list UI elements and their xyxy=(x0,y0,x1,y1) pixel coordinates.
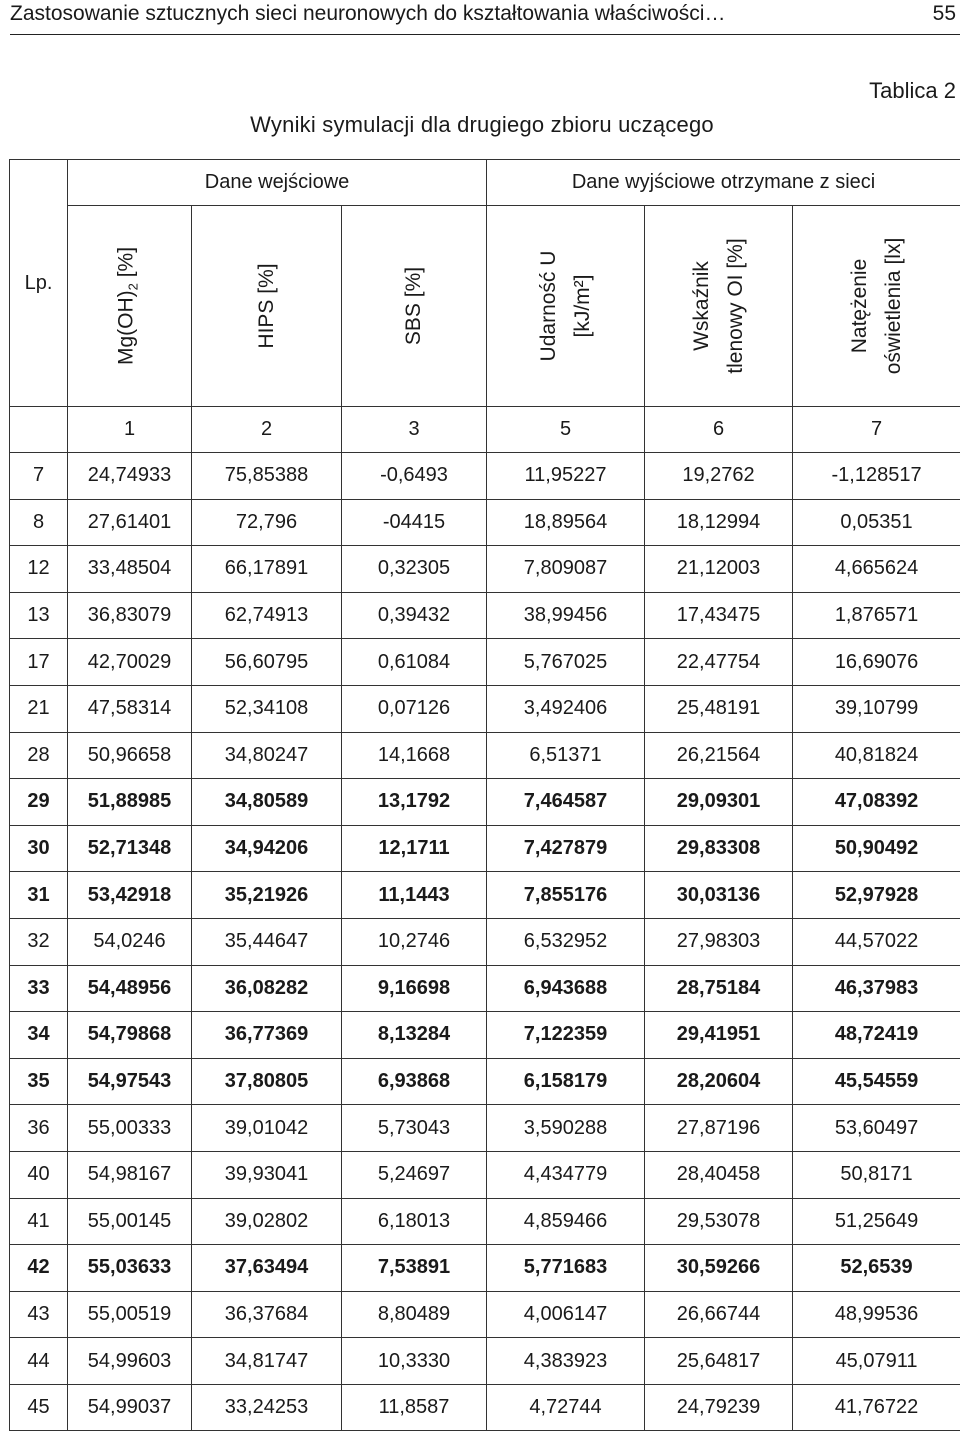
illuminance-value: -1,128517 xyxy=(793,453,960,500)
row-number: 42 xyxy=(10,1245,68,1292)
hips-value: 39,93041 xyxy=(192,1151,342,1198)
sbs-value: 14,1668 xyxy=(342,732,487,779)
oxygen-index-value: 19,2762 xyxy=(645,453,793,500)
illuminance-value: 41,76722 xyxy=(793,1384,960,1431)
hips-value: 37,80805 xyxy=(192,1058,342,1105)
sbs-value: 5,73043 xyxy=(342,1105,487,1152)
oxygen-index-value: 29,41951 xyxy=(645,1012,793,1059)
impact-value: 6,943688 xyxy=(487,965,645,1012)
impact-value: 5,771683 xyxy=(487,1245,645,1292)
mgoh-value: 54,99037 xyxy=(68,1384,192,1431)
hips-value: 39,02802 xyxy=(192,1198,342,1245)
mgoh-value: 54,0246 xyxy=(68,918,192,965)
impact-value: 6,51371 xyxy=(487,732,645,779)
hips-value: 56,60795 xyxy=(192,639,342,686)
sbs-value: -04415 xyxy=(342,499,487,546)
table-row xyxy=(10,1151,960,1198)
mgoh-value: 55,00519 xyxy=(68,1291,192,1338)
illuminance-value: 51,25649 xyxy=(793,1198,960,1245)
outputs-group-header: Dane wyjściowe otrzymane z sieci xyxy=(487,160,960,206)
table-row xyxy=(10,732,960,779)
mgoh-value: 52,71348 xyxy=(68,825,192,872)
row-number: 17 xyxy=(10,639,68,686)
impact-value: 5,767025 xyxy=(487,639,645,686)
hips-value: 37,63494 xyxy=(192,1245,342,1292)
impact-value: 7,809087 xyxy=(487,546,645,593)
impact-value: 6,158179 xyxy=(487,1058,645,1105)
oxygen-index-value: 30,59266 xyxy=(645,1245,793,1292)
oxygen-index-value: 28,40458 xyxy=(645,1151,793,1198)
mgoh-value: 33,48504 xyxy=(68,546,192,593)
oxygen-index-value: 27,87196 xyxy=(645,1105,793,1152)
mgoh-value: 42,70029 xyxy=(68,639,192,686)
hips-value: 66,17891 xyxy=(192,546,342,593)
impact-value: 18,89564 xyxy=(487,499,645,546)
column-number: 1 xyxy=(68,407,192,453)
illuminance-header: Natężenie oświetlenia [lx] xyxy=(793,206,960,407)
hips-value: 33,24253 xyxy=(192,1384,342,1431)
table-row xyxy=(10,639,960,686)
mgoh-value: 54,98167 xyxy=(68,1151,192,1198)
row-number: 45 xyxy=(10,1384,68,1431)
hips-value: 62,74913 xyxy=(192,592,342,639)
oxygen-index-value: 28,20604 xyxy=(645,1058,793,1105)
hips-value: 36,08282 xyxy=(192,965,342,1012)
mgoh-value: 54,97543 xyxy=(68,1058,192,1105)
oxygen-index-value: 25,48191 xyxy=(645,685,793,732)
lp-header: Lp. xyxy=(10,160,68,407)
hips-value: 36,37684 xyxy=(192,1291,342,1338)
oxygen-index-value: 27,98303 xyxy=(645,918,793,965)
impact-value: 3,492406 xyxy=(487,685,645,732)
illuminance-value: 4,665624 xyxy=(793,546,960,593)
oxygen-index-value: 29,83308 xyxy=(645,825,793,872)
sbs-value: 10,3330 xyxy=(342,1338,487,1385)
table-row xyxy=(10,1245,960,1292)
row-number: 31 xyxy=(10,872,68,919)
row-number: 7 xyxy=(10,453,68,500)
table-row xyxy=(10,1384,960,1431)
illuminance-value: 44,57022 xyxy=(793,918,960,965)
illuminance-value: 1,876571 xyxy=(793,592,960,639)
mgoh-value: 50,96658 xyxy=(68,732,192,779)
impact-value: 6,532952 xyxy=(487,918,645,965)
row-number: 33 xyxy=(10,965,68,1012)
mgoh-value: 54,48956 xyxy=(68,965,192,1012)
row-number: 21 xyxy=(10,685,68,732)
row-number: 36 xyxy=(10,1105,68,1152)
running-head xyxy=(10,0,960,35)
impact-value: 7,122359 xyxy=(487,1012,645,1059)
illuminance-value: 46,37983 xyxy=(793,965,960,1012)
hips-value: 39,01042 xyxy=(192,1105,342,1152)
table-row xyxy=(10,1105,960,1152)
hips-value: 72,796 xyxy=(192,499,342,546)
oxygen-index-value: 25,64817 xyxy=(645,1338,793,1385)
mgoh-value: 51,88985 xyxy=(68,779,192,826)
hips-value: 75,85388 xyxy=(192,453,342,500)
mgoh-value: 55,00145 xyxy=(68,1198,192,1245)
table-row xyxy=(10,825,960,872)
oxygen-index-value: 26,66744 xyxy=(645,1291,793,1338)
mgoh-value: 53,42918 xyxy=(68,872,192,919)
sbs-value: 0,07126 xyxy=(342,685,487,732)
mgoh-header: $Mg(OH)_2$ [%] xyxy=(68,206,192,407)
illuminance-value: 50,8171 xyxy=(793,1151,960,1198)
illuminance-value: 50,90492 xyxy=(793,825,960,872)
row-number: 32 xyxy=(10,918,68,965)
sbs-value: 11,1443 xyxy=(342,872,487,919)
mgoh-value: 55,03633 xyxy=(68,1245,192,1292)
impact-header: Udarność U [kJ/m²] xyxy=(487,206,645,407)
row-number: 35 xyxy=(10,1058,68,1105)
table-row xyxy=(10,1198,960,1245)
table-row xyxy=(10,685,960,732)
row-number: 30 xyxy=(10,825,68,872)
table-label: Tablica 2 xyxy=(869,78,956,104)
illuminance-value: 0,05351 xyxy=(793,499,960,546)
sbs-value: 8,80489 xyxy=(342,1291,487,1338)
illuminance-value: 47,08392 xyxy=(793,779,960,826)
table-row xyxy=(10,1291,960,1338)
sbs-value: 0,32305 xyxy=(342,546,487,593)
page-number: 55 xyxy=(933,0,956,28)
column-number: 6 xyxy=(645,407,793,453)
table-row xyxy=(10,453,960,500)
illuminance-value: 45,54559 xyxy=(793,1058,960,1105)
hips-value: 35,21926 xyxy=(192,872,342,919)
table-row xyxy=(10,1012,960,1059)
column-number: 5 xyxy=(487,407,645,453)
table-row xyxy=(10,499,960,546)
results-table xyxy=(9,159,960,1431)
mgoh-value: 27,61401 xyxy=(68,499,192,546)
oxygen-index-value: 28,75184 xyxy=(645,965,793,1012)
row-number: 34 xyxy=(10,1012,68,1059)
running-head-title: Zastosowanie sztucznych sieci neuronowych do kształtowania właściwości… xyxy=(10,0,725,28)
table-row xyxy=(10,965,960,1012)
impact-value: 7,427879 xyxy=(487,825,645,872)
mgoh-value: 55,00333 xyxy=(68,1105,192,1152)
impact-value: 4,006147 xyxy=(487,1291,645,1338)
hips-value: 52,34108 xyxy=(192,685,342,732)
sbs-value: 9,16698 xyxy=(342,965,487,1012)
hips-value: 35,44647 xyxy=(192,918,342,965)
illuminance-value: 16,69076 xyxy=(793,639,960,686)
mgoh-value: 24,74933 xyxy=(68,453,192,500)
illuminance-value: 40,81824 xyxy=(793,732,960,779)
illuminance-value: 45,07911 xyxy=(793,1338,960,1385)
hips-value: 34,94206 xyxy=(192,825,342,872)
sbs-value: 11,8587 xyxy=(342,1384,487,1431)
column-number: 2 xyxy=(192,407,342,453)
row-number: 44 xyxy=(10,1338,68,1385)
oxygen-index-value: 26,21564 xyxy=(645,732,793,779)
illuminance-value: 48,72419 xyxy=(793,1012,960,1059)
impact-value: 4,383923 xyxy=(487,1338,645,1385)
row-number: 41 xyxy=(10,1198,68,1245)
column-number: 3 xyxy=(342,407,487,453)
illuminance-value: 48,99536 xyxy=(793,1291,960,1338)
sbs-header: SBS [%] xyxy=(342,206,487,407)
row-number: 43 xyxy=(10,1291,68,1338)
impact-value: 4,434779 xyxy=(487,1151,645,1198)
table-caption: Wyniki symulacji dla drugiego zbioru uczącego xyxy=(0,112,960,138)
mgoh-value: 47,58314 xyxy=(68,685,192,732)
hips-header: HIPS [%] xyxy=(192,206,342,407)
table-row xyxy=(10,918,960,965)
impact-value: 4,72744 xyxy=(487,1384,645,1431)
mgoh-value: 36,83079 xyxy=(68,592,192,639)
sbs-value: 0,39432 xyxy=(342,592,487,639)
impact-value: 3,590288 xyxy=(487,1105,645,1152)
hips-value: 34,80589 xyxy=(192,779,342,826)
table-row xyxy=(10,1338,960,1385)
hips-value: 34,80247 xyxy=(192,732,342,779)
oxygen-index-header: Wskaźnik tlenowy OI [%] xyxy=(645,206,793,407)
sbs-value: 5,24697 xyxy=(342,1151,487,1198)
sbs-value: 7,53891 xyxy=(342,1245,487,1292)
impact-value: 38,99456 xyxy=(487,592,645,639)
sbs-value: 8,13284 xyxy=(342,1012,487,1059)
row-number: 28 xyxy=(10,732,68,779)
row-number: 8 xyxy=(10,499,68,546)
sbs-value: -0,6493 xyxy=(342,453,487,500)
column-number: 7 xyxy=(793,407,960,453)
impact-value: 7,855176 xyxy=(487,872,645,919)
hips-value: 34,81747 xyxy=(192,1338,342,1385)
inputs-group-header: Dane wejściowe xyxy=(68,160,487,206)
table-row xyxy=(10,592,960,639)
oxygen-index-value: 21,12003 xyxy=(645,546,793,593)
impact-value: 4,859466 xyxy=(487,1198,645,1245)
sbs-value: 6,18013 xyxy=(342,1198,487,1245)
table-row xyxy=(10,1058,960,1105)
hips-value: 36,77369 xyxy=(192,1012,342,1059)
illuminance-value: 52,97928 xyxy=(793,872,960,919)
oxygen-index-value: 29,53078 xyxy=(645,1198,793,1245)
oxygen-index-value: 18,12994 xyxy=(645,499,793,546)
oxygen-index-value: 22,47754 xyxy=(645,639,793,686)
mgoh-value: 54,79868 xyxy=(68,1012,192,1059)
table-row xyxy=(10,872,960,919)
oxygen-index-value: 30,03136 xyxy=(645,872,793,919)
impact-value: 11,95227 xyxy=(487,453,645,500)
sbs-value: 13,1792 xyxy=(342,779,487,826)
table-row xyxy=(10,546,960,593)
oxygen-index-value: 29,09301 xyxy=(645,779,793,826)
table-body xyxy=(10,453,960,1431)
row-number: 29 xyxy=(10,779,68,826)
sbs-value: 0,61084 xyxy=(342,639,487,686)
mgoh-value: 54,99603 xyxy=(68,1338,192,1385)
column-number-row xyxy=(10,407,960,453)
oxygen-index-value: 24,79239 xyxy=(645,1384,793,1431)
illuminance-value: 53,60497 xyxy=(793,1105,960,1152)
sbs-value: 10,2746 xyxy=(342,918,487,965)
row-number: 12 xyxy=(10,546,68,593)
oxygen-index-value: 17,43475 xyxy=(645,592,793,639)
illuminance-value: 39,10799 xyxy=(793,685,960,732)
impact-value: 7,464587 xyxy=(487,779,645,826)
sbs-value: 6,93868 xyxy=(342,1058,487,1105)
sbs-value: 12,1711 xyxy=(342,825,487,872)
row-number: 13 xyxy=(10,592,68,639)
table-row xyxy=(10,779,960,826)
row-number: 40 xyxy=(10,1151,68,1198)
illuminance-value: 52,6539 xyxy=(793,1245,960,1292)
